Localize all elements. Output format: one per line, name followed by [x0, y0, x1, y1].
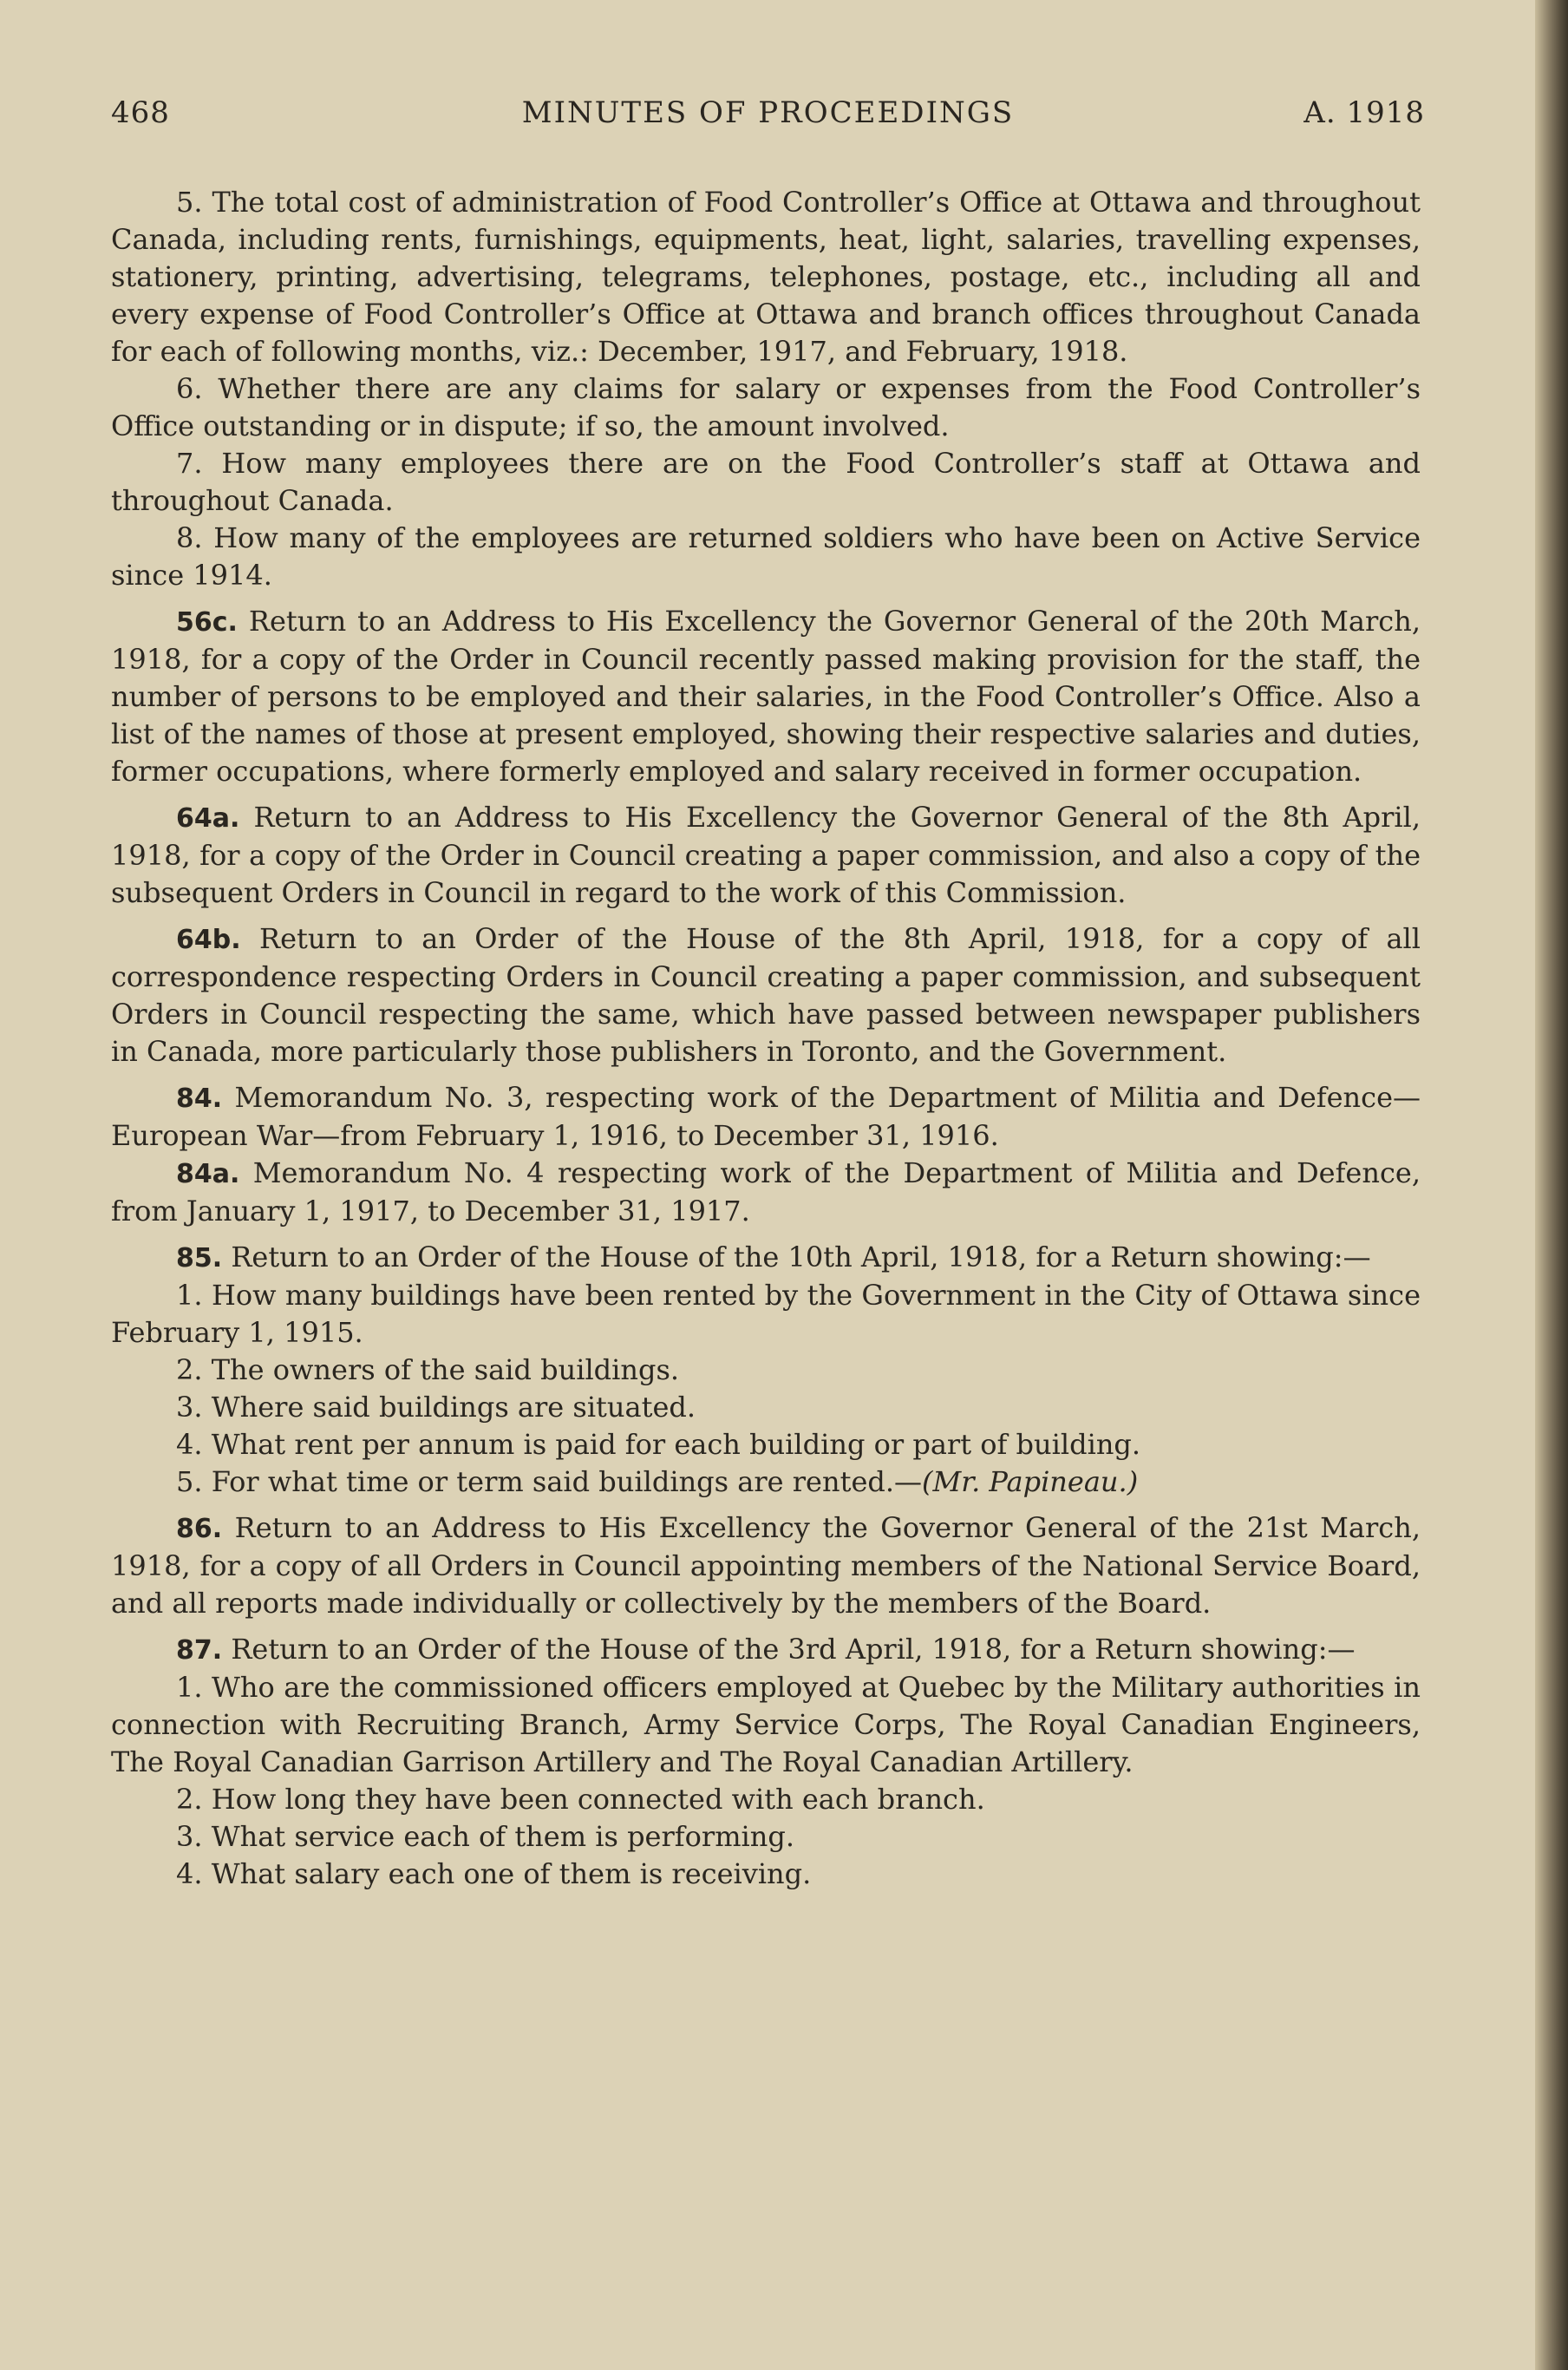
paragraph: 7. How many employees there are on the Food Controller’s staff at Ottawa and throughout Canada. [111, 447, 1421, 517]
entry-86: 86. Return to an Address to His Excellency the Governor General of the 21st March, 1918, for a copy of all Orders in Council appointing members of the National Service Board, and all reports made individually or collectively by the members of the Board. [111, 1511, 1421, 1620]
list-item: 1. How many buildings have been rented by the Government in the City of Ottawa since February 1, 1915. [111, 1279, 1421, 1349]
entry-number: 84a. [176, 1159, 240, 1189]
list-item: 1. Who are the commissioned officers employed at Quebec by the Military authorities in connection with Recruiting Branch, Army Service Corps, The Royal Canadian Engineers, The Royal Canadian Garrison Artillery and The Royal Canadian Artillery. [111, 1671, 1421, 1778]
entry-number: 64b. [176, 925, 241, 955]
list-item: 4. What salary each one of them is receiving. [176, 1857, 812, 1890]
page-number: 468 [111, 95, 170, 130]
entry-85: 85. Return to an Order of the House of the 10th April, 1918, for a Return showing:— [176, 1241, 1371, 1273]
entry-56c: 56c. Return to an Address to His Excellency the Governor General of the 20th March, 1918, for a copy of the Order in Council recently passed making provision for the staff, the number of persons to be employed and their salaries, in the Food Controller’s Office. Also a list of the names of those at present employed, showing their respective salaries and duties, former occupations, where formerly employed and salary received in former occupation. [111, 605, 1421, 788]
list-item: 3. Where said buildings are situated. [176, 1391, 696, 1424]
entry-64b: 64b. Return to an Order of the House of the 8th April, 1918, for a copy of all correspondence respecting Orders in Council creating a paper commission, and subsequent Orders in Council respecting the same, which have passed between newspaper publishers in Canada, more particularly those publishers in Toronto, and the Government. [111, 922, 1421, 1068]
entry-number: 64a. [176, 803, 240, 834]
page-year: A. 1918 [1303, 95, 1425, 130]
entry-64a: 64a. Return to an Address to His Excellency the Governor General of the 8th April, 1918, for a copy of the Order in Council creating a paper commission, and also a copy of the subsequent Orders in Council in regard to the work of this Commission. [111, 801, 1421, 909]
entry-number: 87. [176, 1635, 223, 1666]
entry-84: 84. Memorandum No. 3, respecting work of the Department of Militia and Defence—European War—from February 1, 1916, to December 31, 1916. [111, 1081, 1421, 1152]
entry-87: 87. Return to an Order of the House of the 3rd April, 1918, for a Return showing:— [176, 1633, 1356, 1666]
list-item: 4. What rent per annum is paid for each building or part of building. [176, 1428, 1141, 1461]
paragraph: 5. The total cost of administration of Food Controller’s Office at Ottawa and throughout Canada, including rents, furnishings, equipments, heat, light, salaries, travelling expenses, stationery, printing, advertising, telegrams, telephones, postage, etc., including all and every expense of Food Controller’s Office at Ottawa and branch offices throughout Canada for each of following months, viz.: December, 1917, and February, 1918. [111, 186, 1421, 368]
list-item: 2. The owners of the said buildings. [176, 1353, 680, 1386]
list-item: 3. What service each of them is performing. [176, 1820, 795, 1853]
list-item: 2. How long they have been connected with each branch. [176, 1783, 985, 1816]
entry-number: 84. [176, 1084, 223, 1114]
list-item: 5. For what time or term said buildings are rented.—(Mr. Papineau.) [176, 1465, 1139, 1498]
attribution: (Mr. Papineau.) [922, 1465, 1139, 1498]
paragraph: 6. Whether there are any claims for salary or expenses from the Food Controller’s Office outstanding or in dispute; if so, the amount involved. [111, 372, 1421, 442]
entry-number: 86. [176, 1514, 223, 1544]
paragraph: 8. How many of the employees are returned soldiers who have been on Active Service since 1914. [111, 521, 1421, 592]
entry-number: 85. [176, 1243, 223, 1273]
page-header [111, 95, 1425, 139]
entry-84a: 84a. Memorandum No. 4 respecting work of the Department of Militia and Defence, from January 1, 1917, to December 31, 1917. [111, 1156, 1421, 1228]
page-title: MINUTES OF PROCEEDINGS [521, 95, 1015, 130]
page-binding-edge [1535, 0, 1568, 2370]
page-body [111, 184, 1421, 1893]
entry-number: 56c. [176, 607, 238, 638]
